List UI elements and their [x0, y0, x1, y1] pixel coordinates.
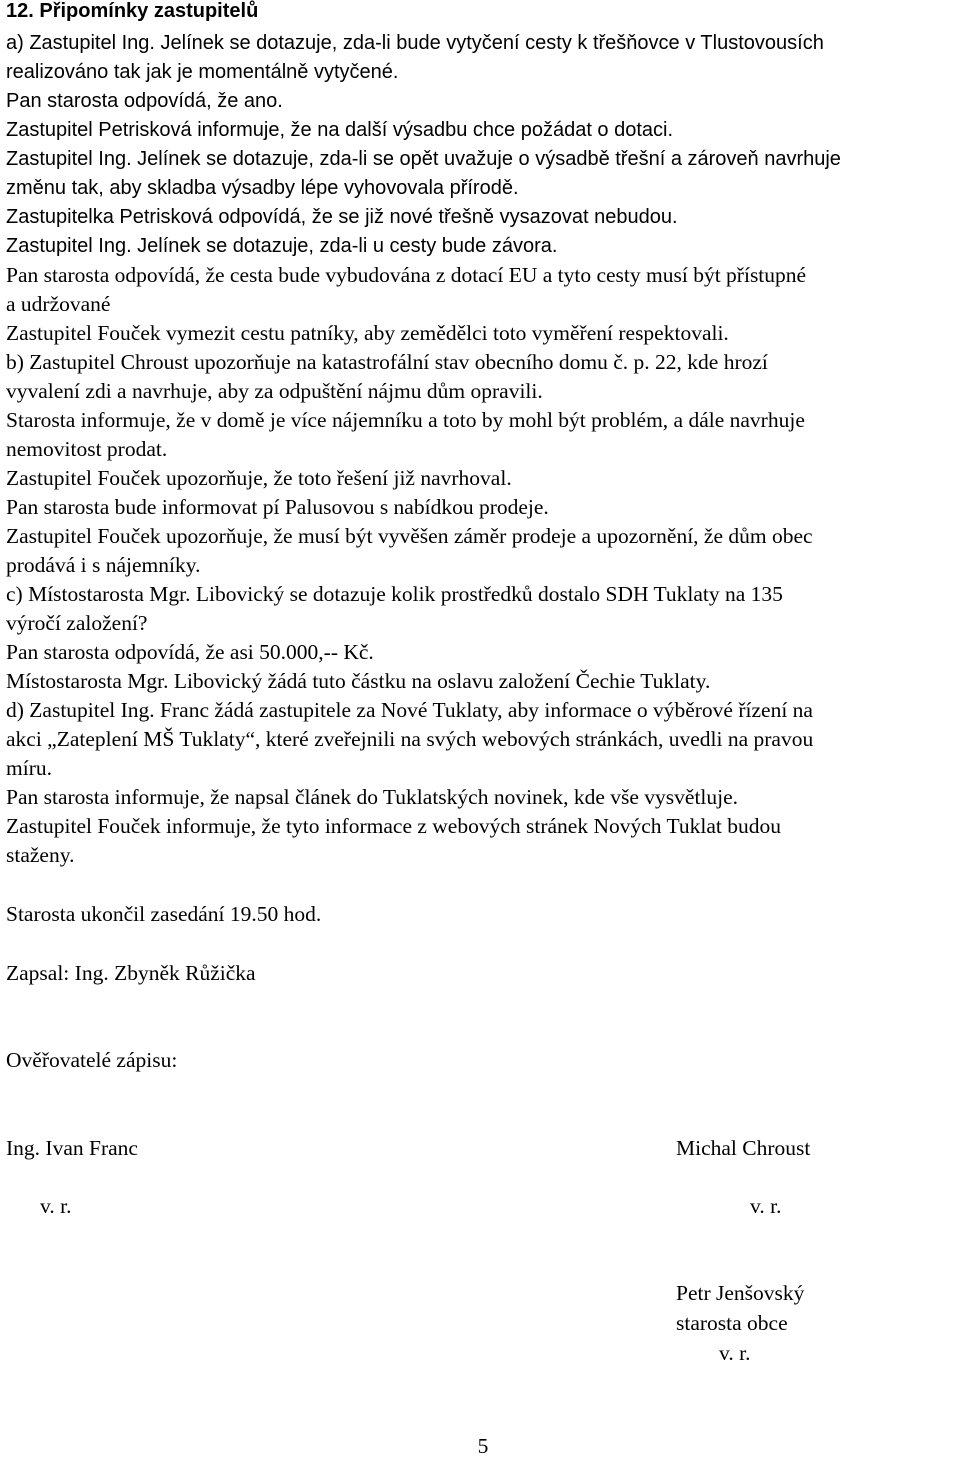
body-line: nemovitost prodat. — [6, 437, 168, 461]
body-line: c) Místostarosta Mgr. Libovický se dotazuje kolik prostředků dostalo SDH Tuklaty na 135 — [6, 582, 783, 606]
body-line: Pan starosta odpovídá, že cesta bude vybudována z dotací EU a tyto cesty musí být přístupné — [6, 263, 807, 287]
body-line: a) Zastupitel Ing. Jelínek se dotazuje, zda-li bude vytyčení cesty k třešňovce v Tlustovousích — [6, 32, 824, 54]
body-line: vyvalení zdi a navrhuje, aby za odpuštění nájmu dům opravili. — [6, 379, 543, 403]
signature-right-vr: v. r. — [750, 1194, 782, 1218]
body-line: Zastupitelka Petrisková odpovídá, že se již nové třešně vysazovat nebudou. — [6, 206, 678, 228]
body-line: prodává i s nájemníky. — [6, 553, 201, 577]
body-line: míru. — [6, 756, 52, 780]
body-line: b) Zastupitel Chroust upozorňuje na katastrofální stav obecního domu č. p. 22, kde hrozí — [6, 350, 768, 374]
body-line: Pan starosta odpovídá, že ano. — [6, 90, 283, 112]
signature-right-name: Michal Chroust — [676, 1136, 811, 1160]
mayor-title: starosta obce — [676, 1311, 788, 1335]
body-line: Místostarosta Mgr. Libovický žádá tuto částku na oslavu založení Čechie Tuklaty. — [6, 669, 711, 693]
verifiers-heading: Ověřovatelé zápisu: — [6, 1048, 178, 1072]
closing-statement: Starosta ukončil zasedání 19.50 hod. — [6, 902, 322, 926]
body-line: a udržované — [6, 292, 111, 316]
body-line: Zastupitel Fouček upozorňuje, že musí být vyvěšen záměr prodeje a upozornění, že dům obec — [6, 524, 813, 548]
signature-left-name: Ing. Ivan Franc — [6, 1136, 138, 1160]
mayor-name: Petr Jenšovský — [676, 1281, 805, 1305]
body-line: d) Zastupitel Ing. Franc žádá zastupitele za Nové Tuklaty, aby informace o výběrové řízení na — [6, 698, 813, 722]
mayor-vr: v. r. — [719, 1341, 751, 1365]
body-line: Zastupitel Fouček upozorňuje, že toto řešení již navrhoval. — [6, 466, 512, 490]
body-line: změnu tak, aby skladba výsadby lépe vyhovovala přírodě. — [6, 177, 519, 199]
body-line: akci „Zateplení MŠ Tuklaty“, které zveřejnili na svých webových stránkách, uvedli na pravou — [6, 727, 814, 751]
body-line: Zastupitel Ing. Jelínek se dotazuje, zda-li se opět uvažuje o výsadbě třešní a zároveň navrhuje — [6, 148, 841, 170]
body-line: Pan starosta odpovídá, že asi 50.000,-- Kč. — [6, 640, 374, 664]
body-line: výročí založení? — [6, 611, 148, 635]
body-line: realizováno tak jak je momentálně vytyčené. — [6, 61, 399, 83]
page-number: 5 — [477, 1434, 489, 1458]
body-line: Zastupitel Fouček informuje, že tyto informace z webových stránek Nových Tuklat budou — [6, 814, 782, 838]
body-line: staženy. — [6, 843, 75, 867]
body-line: Pan starosta bude informovat pí Palusovou s nabídkou prodeje. — [6, 495, 549, 519]
body-line: Zastupitel Fouček vymezit cestu patníky, aby zemědělci toto vyměření respektovali. — [6, 321, 729, 345]
recorded-by: Zapsal: Ing. Zbyněk Růžička — [6, 961, 256, 985]
body-line: Pan starosta informuje, že napsal článek do Tuklatských novinek, kde vše vysvětluje. — [6, 785, 739, 809]
body-line: Zastupitel Ing. Jelínek se dotazuje, zda-li u cesty bude závora. — [6, 235, 558, 257]
body-line: Zastupitel Petrisková informuje, že na další výsadbu chce požádat o dotaci. — [6, 119, 674, 141]
section-title: 12. Připomínky zastupitelů — [6, 0, 259, 22]
signature-left-vr: v. r. — [40, 1194, 72, 1218]
body-line: Starosta informuje, že v domě je více nájemníku a toto by mohl být problém, a dále navrhuje — [6, 408, 805, 432]
